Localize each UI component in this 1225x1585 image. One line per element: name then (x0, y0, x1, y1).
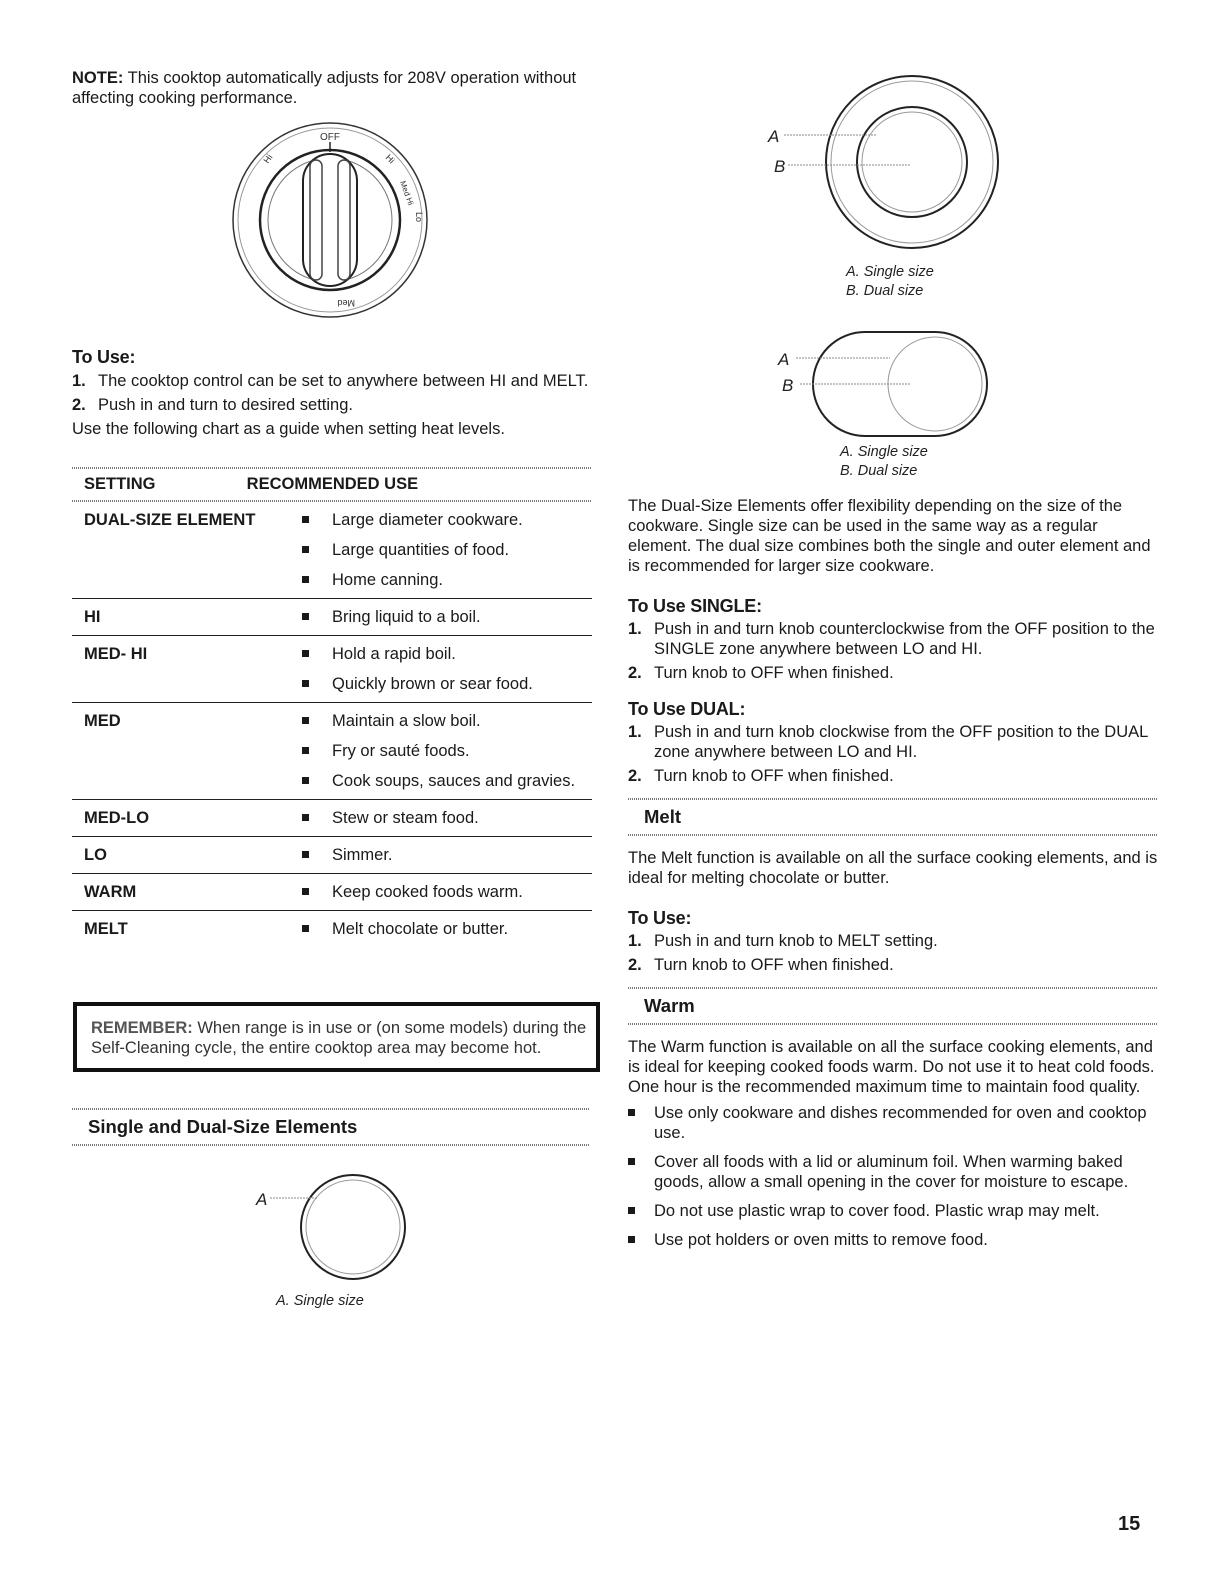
table-row (72, 703, 592, 800)
figure-label-a: A (768, 127, 780, 146)
list-item: Cover all foods with a lid or aluminum foil. When warming baked goods, allow a small opening in the cover for moisture to escape. (628, 1152, 1158, 1192)
caption-single: A. Single size (840, 444, 928, 460)
remember-warning-box (73, 1002, 600, 1072)
setting-cell: MED-LO (72, 800, 290, 837)
table-row (72, 874, 592, 911)
section-title: Single and Dual-Size Elements (88, 1116, 358, 1137)
divider (72, 1144, 590, 1146)
figure-label-b: B (782, 376, 794, 395)
remember-text: When range is in use or (on some models) during the Self-Cleaning cycle, the entire cooktop area may become hot. (91, 1019, 587, 1057)
knob-label-lo: Lo (414, 212, 424, 223)
knob-label-med: Med (337, 298, 355, 308)
use-dual-steps (628, 722, 1158, 786)
chart-intro: Use the following chart as a guide when setting heat levels. (72, 420, 505, 438)
list-item: Fry or sauté foods. (302, 741, 592, 761)
caption-dual: B. Dual size (846, 283, 924, 299)
list-item: Large quantities of food. (302, 540, 592, 560)
to-use-heading: To Use: (72, 347, 136, 367)
list-item: Maintain a slow boil. (302, 711, 592, 731)
chart-body (72, 502, 592, 947)
table-row (72, 599, 592, 636)
knob-label-med-hi: Med Hi (398, 179, 416, 207)
list-item: 2. Turn knob to OFF when finished. (628, 956, 894, 974)
divider (628, 1023, 1158, 1025)
list-item: 1. Push in and turn knob to MELT setting. (628, 932, 938, 950)
figure-label-b: B (774, 157, 786, 176)
melt-description: The Melt function is available on all the surface cooking elements, and is ideal for melting chocolate or butter. (628, 849, 1158, 887)
list-item: Melt chocolate or butter. (302, 919, 592, 939)
list-item: Hold a rapid boil. (302, 644, 592, 664)
caption-dual: B. Dual size (840, 463, 918, 479)
list-item: Stew or steam food. (302, 808, 592, 828)
figure-label-a: A (256, 1190, 268, 1209)
caption-group-large (846, 263, 934, 301)
warm-title: Warm (644, 995, 695, 1016)
to-use-steps (72, 371, 592, 415)
list-item: Use pot holders or oven mitts to remove food. (628, 1230, 1158, 1250)
setting-cell: MED- HI (72, 636, 290, 703)
list-item: 2. Turn knob to OFF when finished. (628, 664, 894, 682)
caption-group-bridge (840, 443, 928, 481)
melt-to-use-heading: To Use: (628, 908, 692, 928)
heat-settings-chart (72, 467, 592, 947)
table-row (72, 636, 592, 703)
use-dual-heading: To Use DUAL: (628, 699, 746, 719)
melt-steps (628, 931, 1158, 975)
setting-cell: MELT (84, 920, 128, 938)
use-single-heading: To Use SINGLE: (628, 596, 762, 616)
setting-cell: LO (72, 837, 290, 874)
list-item: Large diameter cookware. (302, 510, 592, 530)
note-label: NOTE: (72, 69, 124, 87)
list-item: 2. Push in and turn to desired setting. (72, 396, 353, 414)
divider (628, 834, 1158, 836)
figure-label-a: A (778, 350, 790, 369)
right-column-text (628, 496, 1158, 1259)
list-item: Do not use plastic wrap to cover food. Plastic wrap may melt. (628, 1201, 1158, 1221)
use-single-steps (628, 619, 1158, 683)
list-item: Use only cookware and dishes recommended for oven and cooktop use. (628, 1103, 1158, 1143)
single-element-illustration (250, 1165, 410, 1290)
list-item: Bring liquid to a boil. (302, 607, 592, 627)
control-knob-illustration (230, 120, 430, 320)
list-item: Home canning. (302, 570, 592, 590)
col-header-setting: SETTING (84, 475, 156, 493)
setting-cell: WARM (72, 874, 290, 911)
dual-element-illustration-large (760, 70, 1000, 260)
table-row (72, 837, 592, 874)
setting-cell: MED (72, 703, 290, 800)
list-item: Quickly brown or sear food. (302, 674, 592, 694)
list-item: Keep cooked foods warm. (302, 882, 592, 902)
list-item: 1. Push in and turn knob clockwise from the OFF position to the DUAL zone anywhere between LO and HI. (628, 723, 1148, 761)
knob-label-off: OFF (320, 132, 340, 143)
note-text: This cooktop automatically adjusts for 208V operation without affecting cooking performance. (72, 69, 577, 107)
melt-title: Melt (644, 806, 681, 827)
page-number: 15 (1118, 1513, 1141, 1535)
warm-description: The Warm function is available on all the surface cooking elements, and is ideal for keeping cooked foods warm. Do not use it to heat cold foods. One hour is the recommended maximum time to maintain food quality. (628, 1038, 1155, 1096)
setting-cell: DUAL-SIZE ELEMENT (72, 502, 290, 599)
list-item: Simmer. (302, 845, 592, 865)
table-row (72, 800, 592, 837)
single-dual-section (72, 1108, 590, 1146)
note-paragraph (72, 68, 592, 108)
table-row (72, 911, 592, 948)
caption-single: A. Single size (846, 264, 934, 280)
remember-label: REMEMBER: (91, 1019, 193, 1037)
knob-label-hi-right: Hi (383, 152, 397, 166)
col-header-use: RECOMMENDED USE (246, 475, 419, 493)
to-use-section (72, 347, 592, 439)
caption-single: A. Single size (276, 1293, 364, 1309)
knob-label-hi-left: Hi (261, 152, 275, 166)
list-item: 1. Push in and turn knob counterclockwise from the OFF position to the SINGLE zone anywhere between LO and HI. (628, 620, 1155, 658)
table-row (72, 502, 592, 599)
list-item: Cook soups, sauces and gravies. (302, 771, 592, 791)
dual-element-illustration-bridge (770, 322, 1000, 442)
list-item: 2. Turn knob to OFF when finished. (628, 767, 894, 785)
warm-bullets (628, 1103, 1158, 1250)
dual-description: The Dual-Size Elements offer flexibility depending on the size of the cookware. Single size can be used in the same way as a regular element. The dual size combines both the single and outer element and is recommended for larger size cookware. (628, 497, 1151, 575)
setting-cell: HI (72, 599, 290, 636)
list-item: 1. The cooktop control can be set to anywhere between HI and MELT. (72, 372, 589, 390)
